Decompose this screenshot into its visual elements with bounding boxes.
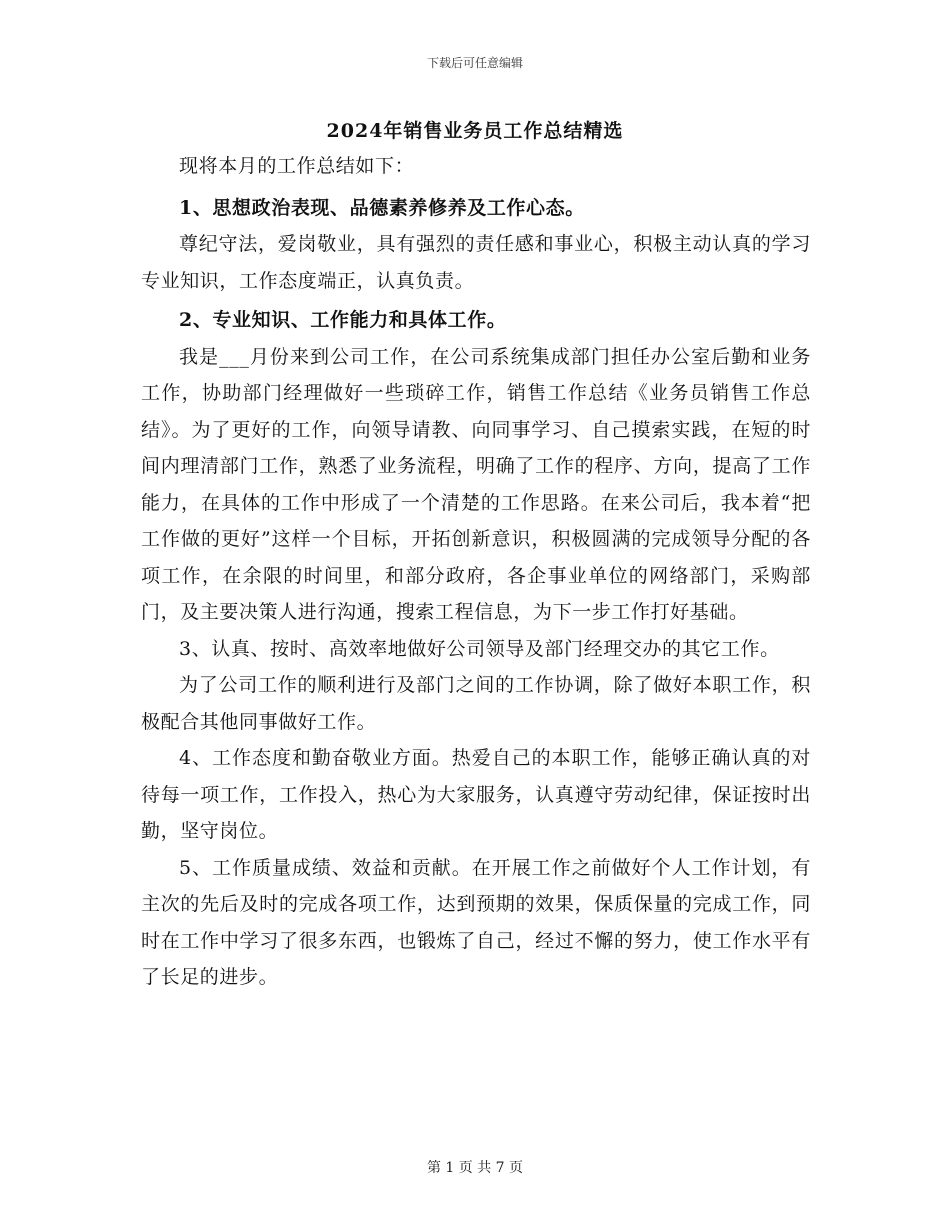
section-item-4: 4、工作态度和勤奋敬业方面。热爱自己的本职工作，能够正确认真的对待每一项工作，工作投入，热心为大家服务，认真遵守劳动纪律，保证按时出勤，坚守岗位。 xyxy=(141,747,811,842)
header-note: 下载后可任意编辑 xyxy=(426,56,523,70)
section-item-5: 5、工作质量成绩、效益和贡献。在开展工作之前做好个人工作计划，有主次的先后及时的完成各项工作，达到预期的效果，保质保量的完成工作，同时在工作中学习了很多东西，也锻炼了自己，经过不懈的努力，使工作水平有了长足的进步。 xyxy=(141,856,811,988)
section-heading-2: 2、专业知识、工作能力和具体工作。 xyxy=(179,309,507,331)
document-body xyxy=(141,148,811,996)
document-title: 2024年销售业务员工作总结精选 xyxy=(326,120,624,142)
body-paragraph: 为了公司工作的顺利进行及部门之间的工作协调，除了做好本职工作，积极配合其他同事做好工作。 xyxy=(141,674,811,733)
body-paragraph: 尊纪守法，爱岗敬业，具有强烈的责任感和事业心，积极主动认真的学习专业知识，工作态度端正，认真负责。 xyxy=(141,233,811,292)
page-number: 第 1 页 共 7 页 xyxy=(426,1160,524,1176)
intro-paragraph: 现将本月的工作总结如下： xyxy=(179,155,415,177)
section-item-3: 3、认真、按时、高效率地做好公司领导及部门经理交办的其它工作。 xyxy=(179,637,780,660)
body-paragraph: 我是___月份来到公司工作，在公司系统集成部门担任办公室后勤和业务工作，协助部门经理做好一些琐碎工作，销售工作总结《业务员销售工作总结》。为了更好的工作，向领导请教、向同事学习、自己摸索实践，在短的时间内理清部门工作，熟悉了业务流程，明确了工作的程序、方向，提高了工作能力，在具体的工作中形成了一个清楚的工作思路。在来公司后，我本着“把工作做的更好”这样一个目标，开拓创新意识，积极圆满的完成领导分配的各项工作，在余限的时间里，和部分政府，各企事业单位的网络部门，采购部门，及主要决策人进行沟通，搜索工程信息，为下一步工作打好基础。 xyxy=(141,345,811,623)
section-heading-1: 1、思想政治表现、品德素养修养及工作心态。 xyxy=(179,196,585,219)
